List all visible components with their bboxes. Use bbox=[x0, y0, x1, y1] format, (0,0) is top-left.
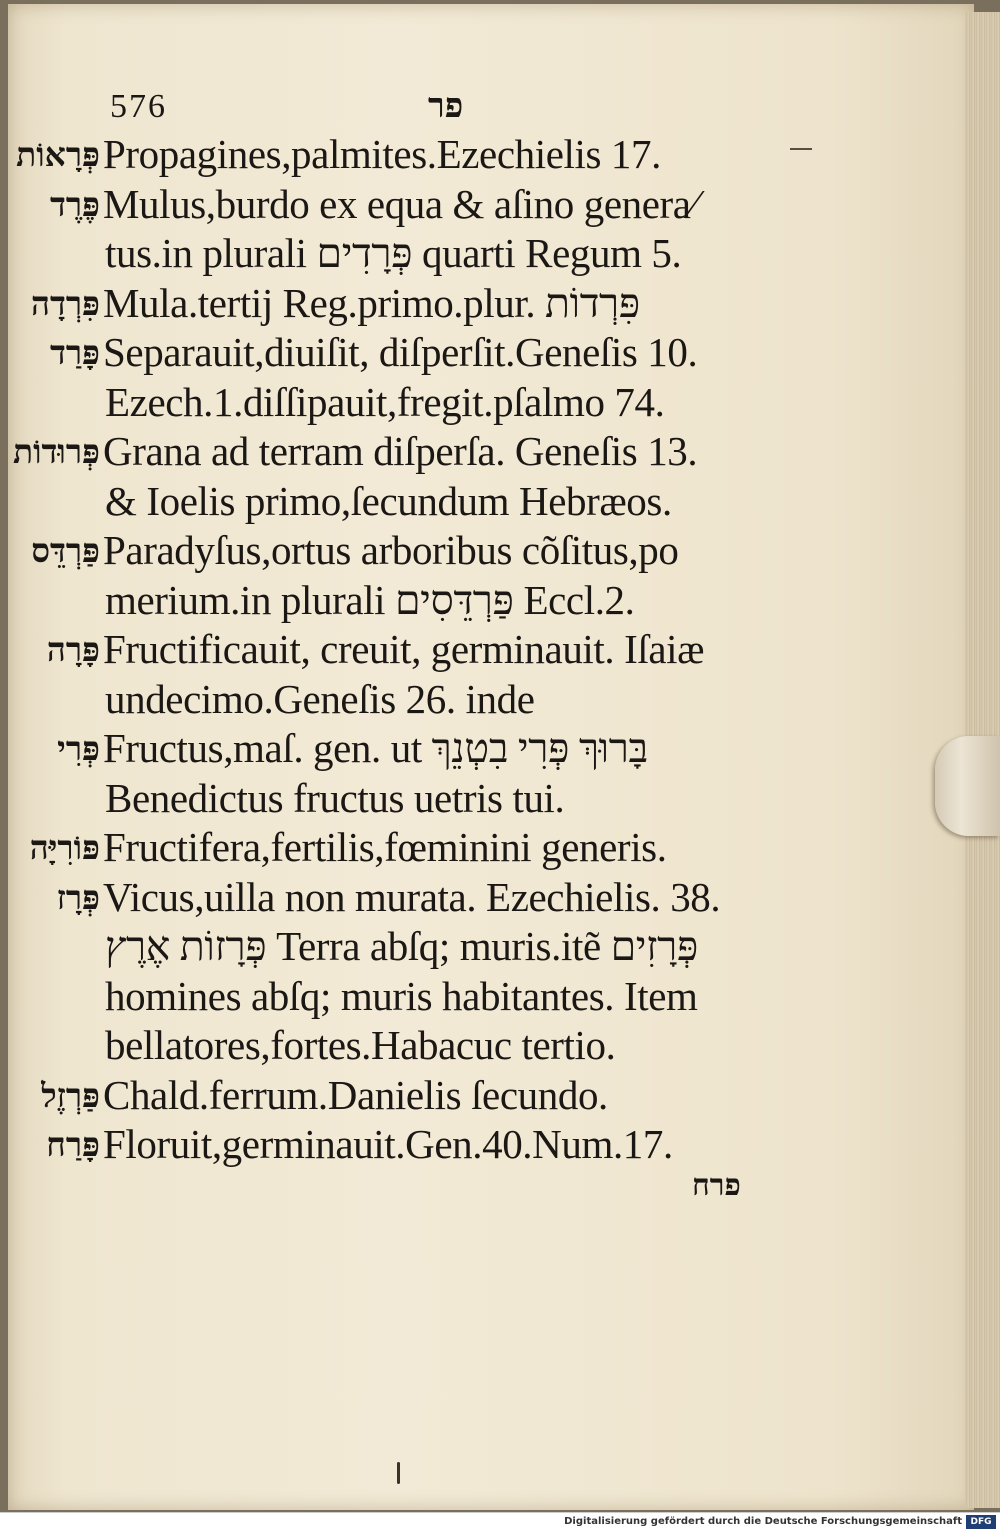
hebrew-headword: פַּרְדֵּס bbox=[31, 531, 100, 570]
latin-gloss: Grana ad terram diſperſa. Geneſis 13. bbox=[103, 428, 698, 474]
catchword: פרח bbox=[692, 1168, 741, 1203]
footer-credit: Digitalisierung gefördert durch die Deutsche Forschungsgemeinschaft bbox=[564, 1516, 962, 1527]
hebrew-headword: פְּרִי bbox=[57, 729, 100, 768]
hebrew-headword: פְּרוּדוֹת bbox=[12, 432, 100, 471]
latin-gloss: Mula.tertij Reg.primo.plur. פִּרְדוֹת bbox=[103, 279, 640, 326]
hebrew-headword: פָּרַד bbox=[49, 333, 100, 372]
page-number: 576 bbox=[110, 88, 167, 125]
page-clip bbox=[935, 736, 1000, 836]
latin-gloss: merium.in plurali פַּרְדֵּסִים Eccl.2. bbox=[105, 576, 635, 623]
hebrew-headword: פִּרְדָה bbox=[30, 283, 100, 323]
latin-gloss: tus.in plurali פְּרָדִים quarti Regum 5. bbox=[105, 230, 682, 276]
latin-gloss: undecimo.Geneſis 26. inde bbox=[105, 675, 535, 722]
latin-gloss: Benedictus fructus uetris tui. bbox=[105, 774, 565, 821]
latin-gloss: & Ioelis primo,ſecundum Hebræos. bbox=[105, 477, 672, 524]
hebrew-headword: פֶּרֶד bbox=[49, 184, 100, 224]
footer-bar bbox=[0, 1512, 1000, 1533]
running-head: פר bbox=[428, 86, 464, 126]
hebrew-headword: פַּרְזֶל bbox=[41, 1075, 100, 1115]
dfg-logo: DFG bbox=[966, 1515, 996, 1529]
latin-gloss: Propagines,palmites.Ezechielis 17. bbox=[103, 131, 661, 177]
latin-gloss: Fructus,maſ. gen. ut בָּרוּךְ פְּרִי בִטְנֵךְ bbox=[103, 725, 648, 771]
hebrew-headword: פָּרַח bbox=[46, 1125, 100, 1164]
latin-gloss: פְּרָזוֹת אֶרֶץ Terra abſq; muris.itẽ פְּרָזִים bbox=[105, 923, 698, 969]
latin-gloss: Mulus,burdo ex equa & aſino genera⁄ bbox=[103, 180, 698, 227]
latin-gloss: Chald.ferrum.Danielis ſecundo. bbox=[103, 1071, 608, 1118]
latin-gloss: Ezech.1.diſſipauit,fregit.pſalmo 74. bbox=[105, 378, 665, 425]
hebrew-headword: פָּרָה bbox=[46, 630, 100, 669]
latin-gloss: Paradyſus,ortus arboribus cõſitus,po bbox=[103, 527, 679, 573]
latin-gloss: Separauit,diuiſit, diſperſit.Geneſis 10. bbox=[103, 329, 698, 375]
latin-gloss: Fructifera,fertilis,fœminini generis. bbox=[103, 824, 667, 870]
hebrew-headword: פְּרָאוֹת bbox=[16, 135, 100, 174]
hebrew-headword: פּוֹרִיָּה bbox=[29, 828, 100, 867]
latin-gloss: homines abſq; muris habitantes. Item bbox=[105, 972, 698, 1019]
latin-gloss: Fructificauit, creuit, germinauit. Iſaiæ bbox=[103, 626, 705, 672]
margin-dash-mark bbox=[790, 148, 812, 150]
latin-gloss: Floruit,germinauit.Gen.40.Num.17. bbox=[103, 1121, 673, 1167]
latin-gloss: bellatores,fortes.Habacuc tertio. bbox=[105, 1022, 616, 1068]
latin-gloss: Vicus,uilla non murata. Ezechielis. 38. bbox=[103, 873, 721, 920]
hebrew-headword: פְּרָז bbox=[56, 877, 100, 917]
signature-mark bbox=[397, 1462, 400, 1484]
